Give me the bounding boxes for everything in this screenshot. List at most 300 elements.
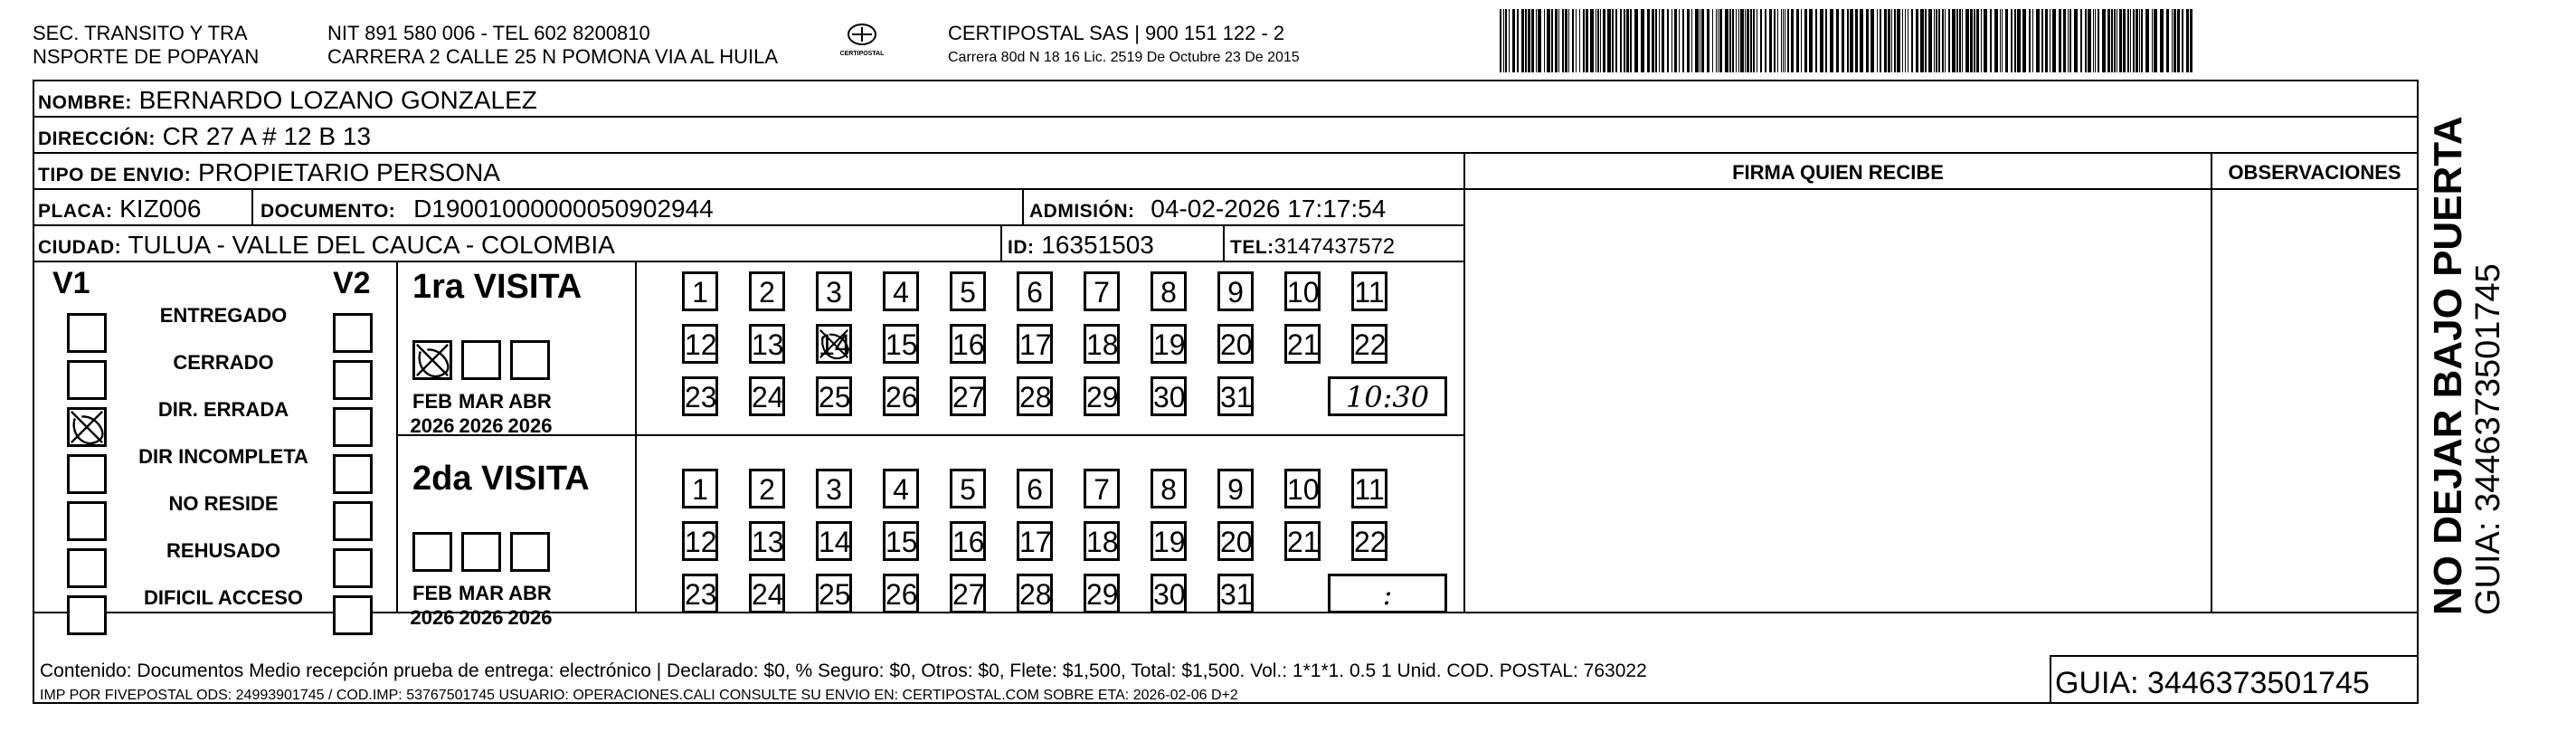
day-box[interactable]: 1 <box>682 469 718 508</box>
direccion-label: DIRECCIÓN: <box>38 128 156 149</box>
row-tipo <box>34 154 1463 190</box>
month-checkbox[interactable] <box>510 340 550 380</box>
placa-field <box>38 194 201 227</box>
barcode-bar <box>2085 9 2087 72</box>
barcode-bar <box>2172 9 2173 72</box>
day-box[interactable]: 13 <box>749 521 785 561</box>
admision-label: ADMISIÓN: <box>1029 201 1135 222</box>
barcode-bar <box>2130 9 2131 72</box>
side-guia: GUIA: 3446373501745 <box>2469 263 2507 615</box>
barcode-bar <box>1562 9 1564 72</box>
status-v1-checkbox[interactable] <box>67 407 107 447</box>
barcode-bar <box>2000 9 2001 72</box>
status-v2-checkbox[interactable] <box>333 595 373 635</box>
barcode-bar <box>1866 9 1869 72</box>
barcode <box>1500 9 2194 72</box>
barcode-bar <box>1682 9 1684 72</box>
barcode-bar <box>2123 9 2126 72</box>
footer-content-line: Contenido: Documentos Medio recepción prueba de entrega: electrónico | Declarado: $0, % Seguro: $0, Otros: $0, Flete: $1,500, Total: $1,500. Vol.: 1*1*1. 0.5 1 Unid. COD. POSTAL: 763022 <box>40 660 1647 681</box>
barcode-bar <box>1902 9 1903 72</box>
barcode-bar <box>1938 9 1940 72</box>
barcode-bar <box>2036 9 2040 72</box>
column-header-rule <box>1465 188 2417 190</box>
barcode-bar <box>1925 9 1927 72</box>
barcode-bar <box>1505 9 1507 72</box>
day-box[interactable]: 17 <box>1017 521 1053 561</box>
day-box[interactable]: 2 <box>749 271 785 311</box>
barcode-bar <box>1787 9 1789 72</box>
barcode-bar <box>1712 9 1713 72</box>
day-box[interactable]: 1 <box>682 271 718 311</box>
barcode-bar <box>1718 9 1719 72</box>
barcode-bar <box>1612 9 1614 72</box>
barcode-bar <box>1624 9 1625 72</box>
sender-line-2: NSPORTE DE POPAYAN <box>33 45 260 68</box>
barcode-bar <box>1652 9 1654 72</box>
barcode-bar <box>1888 9 1890 72</box>
day-box[interactable]: 26 <box>883 376 919 416</box>
month-name: ABR <box>508 582 552 604</box>
barcode-bar <box>1760 9 1762 72</box>
barcode-bar <box>1791 9 1794 72</box>
status-block-border <box>396 262 398 612</box>
month-year: 2026 <box>507 414 553 437</box>
day-box[interactable]: 20 <box>1217 521 1254 561</box>
row-ciudad <box>34 226 1463 262</box>
status-v2-checkbox[interactable] <box>333 360 373 400</box>
day-box[interactable]: 8 <box>1151 469 1187 508</box>
status-v2-checkbox[interactable] <box>333 501 373 541</box>
month-checkbox[interactable] <box>412 532 452 572</box>
barcode-bar <box>1579 9 1580 72</box>
barcode-bar <box>1641 9 1644 72</box>
status-v1-checkbox[interactable] <box>67 313 107 353</box>
v1-label: V1 <box>52 266 90 300</box>
month-name: FEB <box>412 390 452 413</box>
month-year: 2026 <box>459 414 504 437</box>
barcode-bar <box>2017 9 2021 72</box>
barcode-bar <box>1576 9 1577 72</box>
day-box[interactable]: 27 <box>950 574 986 613</box>
ciudad-value: TULUA - VALLE DEL CAUCA - COLOMBIA <box>128 231 615 259</box>
day-box[interactable]: 18 <box>1084 324 1120 364</box>
barcode-bar <box>1830 9 1833 72</box>
barcode-bar <box>1512 9 1515 72</box>
shipping-label-form <box>33 80 2419 704</box>
barcode-bar <box>1620 9 1622 72</box>
barcode-bar <box>1725 9 1728 72</box>
guia-box-border <box>2050 657 2051 704</box>
barcode-bar <box>1928 9 1932 72</box>
day-box[interactable]: 17 <box>1017 324 1053 364</box>
barcode-bar <box>1796 9 1799 72</box>
day-box[interactable]: 8 <box>1151 271 1187 311</box>
barcode-bar <box>2186 9 2189 72</box>
barcode-bar <box>1583 9 1585 72</box>
day-box[interactable]: 15 <box>883 324 919 364</box>
barcode-bar <box>1959 9 1961 72</box>
documento-label: DOCUMENTO: <box>260 201 396 222</box>
barcode-bar <box>1850 9 1853 72</box>
barcode-bar <box>1626 9 1629 72</box>
day-box[interactable]: 3 <box>816 469 852 508</box>
tipo-field <box>38 157 500 191</box>
day-box[interactable]: 21 <box>1284 521 1321 561</box>
barcode-bar <box>1500 9 1501 72</box>
barcode-bar <box>1956 9 1958 72</box>
month-checkbox[interactable] <box>461 532 501 572</box>
barcode-bar <box>1521 9 1524 72</box>
day-box[interactable]: 12 <box>682 521 718 561</box>
day-box[interactable]: 29 <box>1084 376 1120 416</box>
nombre-label: NOMBRE: <box>38 92 132 113</box>
sender-line-1: SEC. TRANSITO Y TRA <box>33 22 248 44</box>
day-box[interactable]: 12 <box>682 324 718 364</box>
barcode-bar <box>1815 9 1817 72</box>
firma-header: FIRMA QUIEN RECIBE <box>1732 161 1944 184</box>
barcode-bar <box>2063 9 2066 72</box>
barcode-bar <box>1825 9 1827 72</box>
day-box[interactable]: 6 <box>1017 469 1053 508</box>
ciudad-label: CIUDAD: <box>38 237 122 258</box>
day-box[interactable]: 9 <box>1217 271 1254 311</box>
day-box[interactable]: 28 <box>1017 376 1053 416</box>
placa-label: PLACA: <box>38 201 113 222</box>
day-box[interactable]: 19 <box>1151 324 1187 364</box>
barcode-bar <box>1503 9 1504 72</box>
barcode-bar <box>1603 9 1605 72</box>
barcode-bar <box>2059 9 2061 72</box>
tel-field <box>1230 232 1395 263</box>
barcode-bar <box>1719 9 1722 72</box>
barcode-bar <box>2045 9 2048 72</box>
barcode-bar <box>2111 9 2113 72</box>
ciudad-field <box>38 230 615 263</box>
barcode-bar <box>2102 9 2106 72</box>
day-box[interactable]: 21 <box>1284 324 1321 364</box>
barcode-bar <box>1586 9 1588 72</box>
time-box[interactable]: : <box>1328 574 1447 613</box>
barcode-bar <box>2127 9 2129 72</box>
barcode-bar <box>1884 9 1887 72</box>
nombre-value: BERNARDO LOZANO GONZALEZ <box>138 86 537 114</box>
day-box[interactable]: 25 <box>816 376 852 416</box>
observaciones-header: OBSERVACIONES <box>2228 161 2401 184</box>
first-visit-title: 1ra VISITA <box>412 268 582 306</box>
documento-field <box>260 194 714 227</box>
observaciones-column-border <box>2211 154 2212 612</box>
barcode-bar <box>2002 9 2003 72</box>
barcode-bar <box>2029 9 2031 72</box>
day-box[interactable]: 22 <box>1351 324 1387 364</box>
day-box[interactable]: 4 <box>883 271 919 311</box>
barcode-bar <box>1894 9 1896 72</box>
documento-value: D19001000000050902944 <box>413 195 714 223</box>
day-box[interactable]: 28 <box>1017 574 1053 613</box>
barcode-bar <box>1769 9 1772 72</box>
barcode-bar <box>1765 9 1766 72</box>
day-box[interactable]: 7 <box>1084 271 1120 311</box>
barcode-bar <box>1691 9 1692 72</box>
barcode-bar <box>1745 9 1746 72</box>
time-box[interactable]: 10:30 <box>1328 376 1447 416</box>
barcode-bar <box>2074 9 2078 72</box>
barcode-bar <box>2166 9 2169 72</box>
tipo-value: PROPIETARIO PERSONA <box>197 158 500 186</box>
barcode-bar <box>1600 9 1601 72</box>
day-box[interactable]: 10 <box>1284 271 1321 311</box>
barcode-bar <box>2080 9 2082 72</box>
barcode-bar <box>2093 9 2094 72</box>
row-direccion <box>34 118 2417 154</box>
day-box[interactable]: 31 <box>1217 376 1254 416</box>
barcode-bar <box>1674 9 1677 72</box>
barcode-bar <box>1547 9 1550 72</box>
barcode-bar <box>1607 9 1611 72</box>
barcode-bar <box>1777 9 1778 72</box>
divider <box>251 190 253 226</box>
barcode-bar <box>2014 9 2016 72</box>
day-box[interactable]: 16 <box>950 521 986 561</box>
barcode-bar <box>1509 9 1510 72</box>
v2-label: V2 <box>333 266 371 300</box>
day-box[interactable]: 15 <box>883 521 919 561</box>
barcode-bar <box>1842 9 1844 72</box>
status-v2-checkbox[interactable] <box>333 313 373 353</box>
day-box[interactable]: 18 <box>1084 521 1120 561</box>
day-box[interactable]: 16 <box>950 324 986 364</box>
barcode-bar <box>2174 9 2176 72</box>
barcode-bar <box>1855 9 1858 72</box>
barcode-bar <box>1729 9 1731 72</box>
day-box[interactable]: 5 <box>950 271 986 311</box>
barcode-bar <box>1990 9 1992 72</box>
courier-line-1: CERTIPOSTAL SAS | 900 151 122 - 2 <box>948 22 1285 44</box>
barcode-bar <box>1536 9 1537 72</box>
day-box[interactable]: 24 <box>749 574 785 613</box>
barcode-bar <box>1847 9 1849 72</box>
id-field <box>1008 230 1154 263</box>
barcode-bar <box>1809 9 1813 72</box>
day-box[interactable]: 3 <box>816 271 852 311</box>
status-label: DIR. ERRADA <box>157 398 289 421</box>
nombre-field <box>38 85 537 119</box>
day-box[interactable]: 5 <box>950 469 986 508</box>
barcode-bar <box>1836 9 1839 72</box>
day-box[interactable]: 19 <box>1151 521 1187 561</box>
firma-column-border <box>1463 154 1465 612</box>
nit-line: NIT 891 580 006 - TEL 602 8200810 <box>327 22 650 44</box>
day-box[interactable]: 7 <box>1084 469 1120 508</box>
barcode-bar <box>1974 9 1975 72</box>
day-box[interactable]: 2 <box>749 469 785 508</box>
day-box[interactable]: 23 <box>682 376 718 416</box>
status-v1-checkbox[interactable] <box>67 454 107 494</box>
barcode-bar <box>1942 9 1944 72</box>
divider <box>1022 190 1024 226</box>
status-label: REHUSADO <box>166 539 280 562</box>
direccion-field <box>38 121 371 155</box>
barcode-bar <box>1952 9 1956 72</box>
barcode-bar <box>1732 9 1734 72</box>
status-label: DIFICIL ACCESO <box>143 586 303 609</box>
barcode-bar <box>1936 9 1937 72</box>
day-box[interactable]: 22 <box>1351 521 1387 561</box>
barcode-bar <box>1555 9 1558 72</box>
barcode-bar <box>2177 9 2180 72</box>
barcode-bar <box>2119 9 2122 72</box>
month-year: 2026 <box>507 606 553 629</box>
month-year: 2026 <box>410 606 455 629</box>
barcode-bar <box>1860 9 1863 72</box>
status-v1-checkbox[interactable] <box>67 501 107 541</box>
day-box[interactable]: 9 <box>1217 469 1254 508</box>
barcode-bar <box>1647 9 1650 72</box>
barcode-bar <box>1634 9 1638 72</box>
barcode-bar <box>1538 9 1541 72</box>
barcode-bar <box>2190 9 2192 72</box>
barcode-bar <box>1551 9 1553 72</box>
day-box[interactable]: 24 <box>749 376 785 416</box>
sender-name <box>33 22 259 69</box>
barcode-bar <box>2041 9 2043 72</box>
no-dejar-bajo-puerta: NO DEJAR BAJO PUERTA <box>2426 116 2470 615</box>
barcode-bar <box>1934 9 1935 72</box>
barcode-bar <box>1630 9 1632 72</box>
barcode-bar <box>1667 9 1669 72</box>
day-box[interactable]: 4 <box>883 469 919 508</box>
barcode-bar <box>1994 9 1998 72</box>
status-v2-checkbox[interactable] <box>333 548 373 588</box>
barcode-bar <box>2088 9 2091 72</box>
barcode-bar <box>1615 9 1617 72</box>
barcode-bar <box>1707 9 1709 72</box>
barcode-bar <box>1695 9 1699 72</box>
status-label: DIR INCOMPLETA <box>138 445 308 468</box>
barcode-bar <box>2145 9 2149 72</box>
barcode-bar <box>1948 9 1950 72</box>
barcode-bar <box>2005 9 2008 72</box>
status-v1-checkbox[interactable] <box>67 360 107 400</box>
barcode-bar <box>1897 9 1900 72</box>
month-checkbox[interactable] <box>461 340 501 380</box>
barcode-bar <box>1880 9 1881 72</box>
status-v1-checkbox[interactable] <box>67 595 107 635</box>
day-box[interactable]: 26 <box>883 574 919 613</box>
barcode-bar <box>1965 9 1969 72</box>
barcode-bar <box>2114 9 2116 72</box>
barcode-bar <box>1738 9 1739 72</box>
status-v2-checkbox[interactable] <box>333 454 373 494</box>
barcode-bar <box>2139 9 2140 72</box>
barcode-bar <box>1525 9 1527 72</box>
barcode-bar <box>2032 9 2033 72</box>
month-name: FEB <box>412 582 452 604</box>
day-box[interactable]: 11 <box>1351 271 1387 311</box>
day-box[interactable]: 31 <box>1217 574 1254 613</box>
barcode-bar <box>1531 9 1534 72</box>
day-box[interactable]: 11 <box>1351 469 1387 508</box>
day-box[interactable]: 10 <box>1284 469 1321 508</box>
month-name: MAR <box>458 582 505 604</box>
month-checkbox[interactable] <box>510 532 550 572</box>
month-checkbox[interactable] <box>412 340 452 380</box>
admision-field <box>1029 194 1386 227</box>
tipo-label: TIPO DE ENVIO: <box>38 165 192 185</box>
day-box[interactable]: 13 <box>749 324 785 364</box>
logo-wordmark: CERTIPOSTAL <box>839 51 885 57</box>
row-placa <box>34 190 1463 226</box>
day-box[interactable]: 14 <box>816 324 852 364</box>
month-label <box>501 581 559 630</box>
day-box[interactable]: 14 <box>816 521 852 561</box>
barcode-bar <box>1517 9 1519 72</box>
barcode-bar <box>1590 9 1594 72</box>
barcode-bar <box>1981 9 1982 72</box>
direccion-value: CR 27 A # 12 B 13 <box>162 122 372 150</box>
day-box[interactable]: 30 <box>1151 376 1187 416</box>
barcode-bar <box>2152 9 2153 72</box>
status-v1-checkbox[interactable] <box>67 548 107 588</box>
barcode-bar <box>1870 9 1874 72</box>
day-box[interactable]: 27 <box>950 376 986 416</box>
month-name: ABR <box>508 390 552 413</box>
guia-box-top <box>2050 655 2417 657</box>
certipostal-logo <box>829 16 895 69</box>
day-box[interactable]: 29 <box>1084 574 1120 613</box>
barcode-bar <box>2160 9 2164 72</box>
barcode-bar <box>1544 9 1545 72</box>
day-box[interactable]: 25 <box>816 574 852 613</box>
barcode-bar <box>1687 9 1690 72</box>
id-value: 16351503 <box>1041 231 1154 259</box>
barcode-bar <box>1565 9 1567 72</box>
admision-value: 04-02-2026 17:17:54 <box>1151 195 1387 223</box>
courier-line-2: Carrera 80d N 18 16 Lic. 2519 De Octubre 23 De 2015 <box>948 50 1300 65</box>
day-box[interactable]: 23 <box>682 574 718 613</box>
day-box[interactable]: 6 <box>1017 271 1053 311</box>
guia-number: GUIA: 3446373501745 <box>2055 666 2370 700</box>
day-box[interactable]: 20 <box>1217 324 1254 364</box>
day-box[interactable]: 30 <box>1151 574 1187 613</box>
barcode-bar <box>2052 9 2056 72</box>
second-visit-title: 2da VISITA <box>412 460 590 498</box>
divider <box>1223 226 1225 262</box>
barcode-bar <box>2095 9 2096 72</box>
status-v2-checkbox[interactable] <box>333 407 373 447</box>
barcode-bar <box>1945 9 1946 72</box>
barcode-bar <box>1774 9 1776 72</box>
barcode-bar <box>2133 9 2135 72</box>
barcode-bar <box>1597 9 1599 72</box>
sender-contact <box>327 22 778 69</box>
barcode-bar <box>2098 9 2099 72</box>
row-nombre <box>34 81 2417 118</box>
barcode-bar <box>1659 9 1660 72</box>
barcode-bar <box>1891 9 1892 72</box>
barcode-bar <box>1804 9 1807 72</box>
barcode-bar <box>1753 9 1755 72</box>
month-label <box>501 389 559 438</box>
barcode-bar <box>1905 9 1906 72</box>
barcode-bar <box>1747 9 1749 72</box>
barcode-bar <box>1679 9 1680 72</box>
barcode-bar <box>2136 9 2138 72</box>
barcode-bar <box>1801 9 1802 72</box>
barcode-bar <box>1911 9 1913 72</box>
barcode-bar <box>1740 9 1744 72</box>
side-notice <box>2427 36 2506 615</box>
